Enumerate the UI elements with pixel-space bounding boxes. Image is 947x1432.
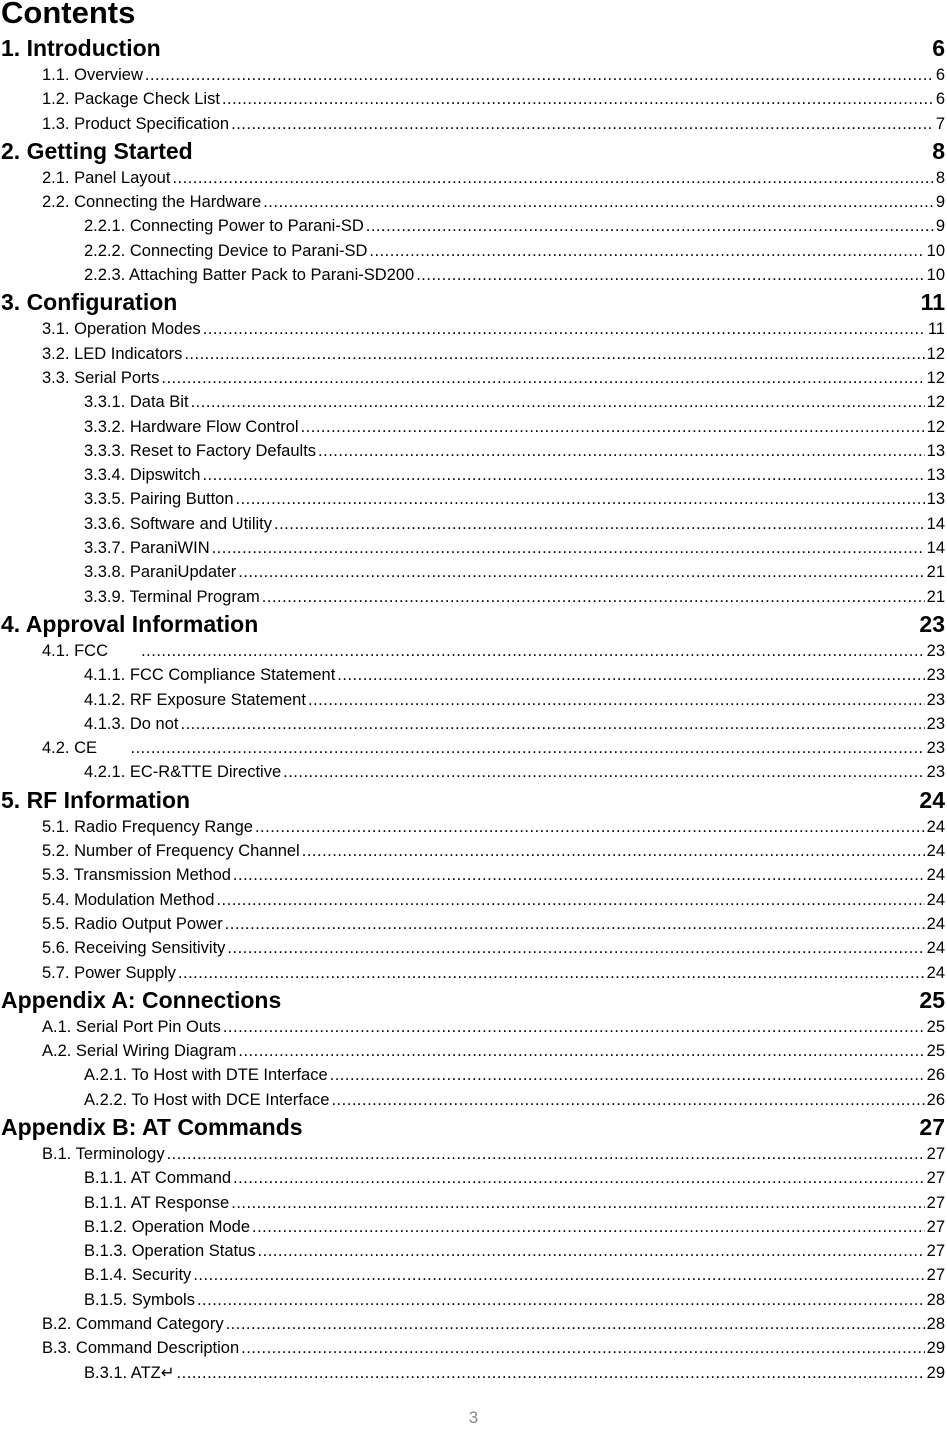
toc-page-number: 9 — [935, 193, 945, 212]
toc-entry[interactable] — [0, 1263, 945, 1287]
toc-page-number: 21 — [926, 587, 945, 606]
dot-leader — [238, 560, 924, 584]
toc-entry-title: A.2.2. To Host with DCE Interface — [84, 1090, 330, 1109]
toc-page-number: 24 — [926, 963, 945, 982]
toc-entry[interactable] — [0, 1015, 945, 1039]
dot-leader — [212, 536, 925, 560]
toc-page-number: 14 — [926, 514, 945, 533]
toc-entry-title: 1. Introduction — [1, 35, 161, 61]
toc-page-number: 23 — [926, 714, 945, 733]
toc-page-number: 28 — [926, 1315, 945, 1334]
toc-page-number: 11 — [920, 289, 945, 316]
toc-entry-title: B.1.1. AT Command — [84, 1169, 232, 1188]
toc-chapter-entry[interactable] — [0, 785, 945, 815]
toc-entry-title: 4. Approval Information — [1, 610, 259, 637]
dot-leader — [283, 760, 925, 784]
toc-entry-title: A.2. Serial Wiring Diagram — [42, 1042, 237, 1061]
toc-page-number: 24 — [926, 914, 945, 933]
dot-leader — [233, 863, 925, 887]
toc-page-number: 14 — [926, 539, 945, 558]
toc-entry[interactable] — [0, 87, 945, 111]
toc-entry-title: 2.2.1. Connecting Power to Parani-SD — [84, 217, 364, 236]
toc-entry[interactable] — [0, 560, 945, 584]
toc-entry-title: 3.3. Serial Ports — [42, 368, 160, 387]
toc-chapter-entry[interactable] — [0, 33, 945, 63]
toc-page-number: 24 — [926, 866, 945, 885]
toc-page-number: 12 — [926, 368, 945, 387]
toc-page-number: 6 — [935, 90, 945, 109]
toc-entry[interactable] — [0, 1191, 945, 1215]
dot-leader — [167, 1142, 925, 1166]
toc-entry-title: B.1. Terminology — [42, 1144, 165, 1163]
toc-page-number: 23 — [926, 641, 945, 660]
toc-entry[interactable] — [0, 888, 945, 912]
dot-leader — [330, 1063, 925, 1087]
toc-entry[interactable] — [0, 736, 945, 760]
toc-entry[interactable] — [0, 815, 945, 839]
toc-entry-title: 3. Configuration — [1, 289, 178, 316]
table-of-contents — [0, 33, 945, 1385]
dot-leader — [233, 1166, 925, 1190]
toc-entry-title: 5.7. Power Supply — [42, 963, 176, 982]
toc-entry-title: 4.1.2. RF Exposure Statement — [84, 690, 306, 709]
toc-entry-title: B.1.4. Security — [84, 1266, 192, 1285]
toc-entry[interactable] — [0, 214, 945, 238]
toc-entry-title: 4.1.3. Do not — [84, 714, 179, 733]
dot-leader — [262, 585, 925, 609]
toc-entry[interactable] — [0, 1088, 945, 1112]
dot-leader — [255, 815, 925, 839]
toc-entry[interactable] — [0, 1166, 945, 1190]
toc-page-number: 6 — [932, 35, 945, 61]
toc-page-number: 25 — [919, 986, 945, 1013]
toc-entry-title: 5.3. Transmission Method — [42, 866, 231, 885]
toc-entry[interactable] — [0, 1142, 945, 1166]
toc-entry[interactable] — [0, 1239, 945, 1263]
toc-entry-title: B.1.2. Operation Mode — [84, 1217, 251, 1236]
toc-entry[interactable] — [0, 712, 945, 736]
toc-entry[interactable] — [0, 390, 945, 414]
toc-chapter-entry[interactable] — [0, 136, 945, 166]
dot-leader — [222, 87, 934, 111]
toc-entry-title: B.3. Command Description — [42, 1339, 240, 1358]
dot-leader — [331, 1088, 924, 1112]
toc-entry[interactable] — [0, 663, 945, 687]
dot-leader — [231, 1191, 924, 1215]
dot-leader — [223, 1015, 925, 1039]
dot-leader — [193, 1263, 924, 1287]
toc-entry-title: B.1.1. AT Response — [84, 1193, 230, 1212]
toc-entry[interactable] — [0, 112, 945, 136]
toc-page-number: 27 — [926, 1193, 945, 1212]
toc-page-number: 25 — [926, 1042, 945, 1061]
dot-leader — [216, 888, 924, 912]
dot-leader — [191, 390, 925, 414]
toc-chapter-entry[interactable] — [0, 609, 945, 639]
dot-leader — [416, 263, 924, 287]
toc-page-number: 7 — [935, 114, 945, 133]
toc-entry[interactable] — [0, 536, 945, 560]
toc-entry[interactable] — [0, 263, 945, 287]
toc-entry-title: 5.4. Modulation Method — [42, 890, 215, 909]
dot-leader — [318, 439, 925, 463]
toc-entry-title: 4.2.1. EC-R&TTE Directive — [84, 763, 282, 782]
toc-page-number: 28 — [926, 1290, 945, 1309]
toc-page-number: 27 — [926, 1266, 945, 1285]
dot-leader — [177, 1361, 925, 1385]
toc-entry[interactable] — [0, 912, 945, 936]
dot-leader — [301, 415, 925, 439]
toc-entry-title: Appendix B: AT Commands — [1, 1113, 303, 1140]
toc-entry[interactable] — [0, 1215, 945, 1239]
toc-page-number: 24 — [926, 939, 945, 958]
toc-entry-title: 2.2.3. Attaching Batter Pack to Parani-SD200 — [84, 266, 415, 285]
toc-page-number: 29 — [926, 1363, 945, 1382]
page-number: 3 — [468, 1408, 479, 1427]
dot-leader — [366, 214, 934, 238]
toc-page-number: 24 — [919, 786, 945, 813]
toc-entry[interactable] — [0, 1336, 945, 1360]
dot-leader — [225, 912, 925, 936]
toc-page-number: 24 — [926, 890, 945, 909]
toc-entry-title: 3.3.6. Software and Utility — [84, 514, 273, 533]
dot-leader — [263, 190, 934, 214]
toc-entry-title: 4.1. FCC — [42, 641, 109, 660]
toc-entry-title: A.2.1. To Host with DTE Interface — [84, 1066, 328, 1085]
toc-entry[interactable] — [0, 760, 945, 784]
toc-entry[interactable] — [0, 487, 945, 511]
toc-page-number: 11 — [927, 320, 945, 339]
dot-leader — [161, 366, 924, 390]
toc-page-number: 21 — [926, 563, 945, 582]
toc-entry-title: 1.1. Overview — [42, 66, 143, 84]
toc-entry-title: 3.1. Operation Modes — [42, 320, 201, 339]
toc-entry-title: 2.2. Connecting the Hardware — [42, 193, 262, 212]
toc-page-number: 27 — [919, 1113, 945, 1140]
dot-leader — [141, 639, 925, 663]
dot-leader — [369, 239, 924, 263]
dot-leader — [252, 1215, 925, 1239]
contents-title: Contents — [1, 0, 136, 30]
toc-entry-title: 5.2. Number of Frequency Channel — [42, 842, 300, 861]
toc-entry-title: 2.1. Panel Layout — [42, 168, 171, 187]
dot-leader — [308, 688, 925, 712]
toc-page-number: 8 — [935, 168, 945, 187]
toc-entry-title: B.2. Command Category — [42, 1315, 224, 1334]
dot-leader — [180, 712, 924, 736]
toc-entry-title: B.3.1. ATZ↵ — [84, 1363, 175, 1382]
dot-leader — [226, 1312, 925, 1336]
toc-page-number: 23 — [919, 610, 945, 637]
toc-page-number: 12 — [926, 344, 945, 363]
dot-leader — [238, 1039, 924, 1063]
toc-entry-title: 4.2. CE — [42, 739, 98, 758]
toc-entry[interactable] — [0, 239, 945, 263]
toc-page-number: 12 — [926, 393, 945, 412]
toc-entry[interactable] — [0, 512, 945, 536]
toc-page-number: 13 — [926, 466, 945, 485]
toc-entry[interactable] — [0, 585, 945, 609]
toc-page-number: 23 — [926, 666, 945, 685]
toc-entry-title: 1.3. Product Specification — [42, 114, 230, 133]
toc-chapter-entry[interactable] — [0, 287, 945, 317]
toc-entry-title: 5.1. Radio Frequency Range — [42, 817, 253, 836]
toc-page-number: 24 — [926, 842, 945, 861]
toc-page-number: 23 — [926, 763, 945, 782]
toc-page-number: 13 — [926, 441, 945, 460]
toc-entry[interactable] — [0, 1063, 945, 1087]
toc-page-number: 24 — [926, 817, 945, 836]
toc-page-number: 8 — [932, 137, 945, 164]
toc-chapter-entry[interactable] — [0, 985, 945, 1015]
toc-page-number: 27 — [926, 1144, 945, 1163]
dot-leader — [274, 512, 925, 536]
toc-entry-title: B.1.5. Symbols — [84, 1290, 195, 1309]
toc-page-number: 25 — [926, 1017, 945, 1036]
toc-entry-title: B.1.3. Operation Status — [84, 1242, 256, 1261]
toc-entry-title: 3.3.2. Hardware Flow Control — [84, 417, 299, 436]
dot-leader — [337, 663, 924, 687]
toc-entry[interactable] — [0, 936, 945, 960]
toc-page-number: 26 — [926, 1090, 945, 1109]
toc-entry[interactable] — [0, 1288, 945, 1312]
toc-entry[interactable] — [0, 63, 945, 87]
toc-entry-title: 3.3.1. Data Bit — [84, 393, 189, 412]
toc-page-number: 27 — [926, 1169, 945, 1188]
toc-entry-title: 3.2. LED Indicators — [42, 344, 183, 363]
toc-entry[interactable] — [0, 415, 945, 439]
toc-page-number: 23 — [926, 690, 945, 709]
toc-entry-title: 5.5. Radio Output Power — [42, 914, 223, 933]
dot-leader — [231, 112, 934, 136]
toc-entry[interactable] — [0, 190, 945, 214]
dot-leader — [241, 1336, 924, 1360]
toc-chapter-entry[interactable] — [0, 1112, 945, 1142]
dot-leader — [227, 936, 924, 960]
toc-entry-title: 2.2.2. Connecting Device to Parani-SD — [84, 241, 368, 260]
toc-page-number: 23 — [926, 739, 945, 758]
toc-page-number: 27 — [926, 1242, 945, 1261]
toc-entry[interactable] — [0, 439, 945, 463]
toc-page-number: 13 — [926, 490, 945, 509]
toc-entry-title: 3.3.3. Reset to Factory Defaults — [84, 441, 317, 460]
toc-entry-title: 3.3.7. ParaniWIN — [84, 539, 210, 558]
toc-entry-title: 5.6. Receiving Sensitivity — [42, 939, 226, 958]
toc-entry-title: 3.3.8. ParaniUpdater — [84, 563, 237, 582]
dot-leader — [302, 839, 925, 863]
dot-leader — [184, 342, 924, 366]
toc-entry-title: 3.3.5. Pairing Button — [84, 490, 234, 509]
dot-leader — [203, 317, 926, 341]
toc-page-number: 6 — [935, 66, 945, 84]
dot-leader — [202, 463, 924, 487]
toc-entry[interactable] — [0, 688, 945, 712]
toc-entry-title: 3.3.9. Terminal Program — [84, 587, 260, 606]
toc-entry-title: 4.1.1. FCC Compliance Statement — [84, 666, 336, 685]
dot-leader — [178, 961, 925, 985]
dot-leader — [197, 1288, 925, 1312]
toc-entry-title: Appendix A: Connections — [1, 986, 282, 1013]
toc-page-number: 10 — [926, 266, 945, 285]
toc-entry[interactable] — [0, 463, 945, 487]
toc-entry-title: A.1. Serial Port Pin Outs — [42, 1017, 221, 1036]
dot-leader — [236, 487, 925, 511]
toc-entry[interactable] — [0, 839, 945, 863]
toc-entry[interactable] — [0, 366, 945, 390]
toc-entry[interactable] — [0, 961, 945, 985]
toc-entry-title: 5. RF Information — [1, 786, 191, 813]
dot-leader — [258, 1239, 925, 1263]
toc-entry[interactable] — [0, 1361, 945, 1385]
toc-entry-title: 1.2. Package Check List — [42, 90, 220, 109]
toc-page-number: 12 — [926, 417, 945, 436]
dot-leader — [172, 166, 933, 190]
toc-entry[interactable] — [0, 166, 945, 190]
toc-entry[interactable] — [0, 863, 945, 887]
toc-entry[interactable] — [0, 342, 945, 366]
toc-entry[interactable] — [0, 1039, 945, 1063]
toc-entry[interactable] — [0, 317, 945, 341]
toc-entry[interactable] — [0, 1312, 945, 1336]
toc-page-number: 10 — [926, 241, 945, 260]
toc-page-number: 26 — [926, 1066, 945, 1085]
dot-leader — [145, 63, 934, 87]
toc-entry-title: 3.3.4. Dipswitch — [84, 466, 201, 485]
toc-entry[interactable] — [0, 639, 945, 663]
toc-page-number: 9 — [935, 217, 945, 236]
toc-page-number: 27 — [926, 1217, 945, 1236]
dot-leader — [130, 736, 924, 760]
toc-page-number: 29 — [926, 1339, 945, 1358]
toc-entry-title: 2. Getting Started — [1, 137, 193, 164]
